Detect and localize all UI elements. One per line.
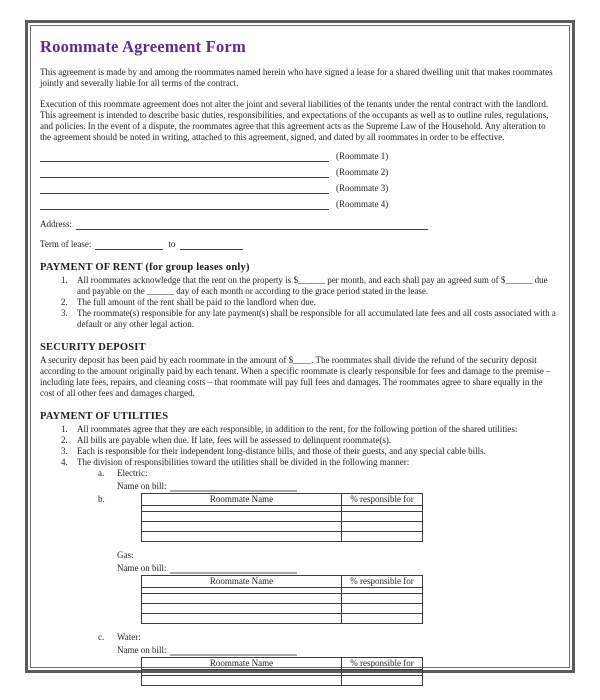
utilities-item	[40, 457, 558, 468]
water-label-row	[98, 632, 558, 643]
item-number: 2.	[61, 435, 68, 445]
water-section	[40, 632, 558, 686]
table-row	[142, 512, 423, 522]
signature-label: (Roommate 2)	[336, 167, 389, 177]
table-row	[142, 604, 423, 614]
water-table	[141, 657, 423, 686]
signature-row	[40, 146, 558, 162]
electric-table-wrap	[98, 493, 422, 542]
signature-line	[40, 181, 329, 194]
signature-row	[40, 194, 558, 210]
table-header-row	[142, 658, 423, 670]
item-number: 3.	[61, 446, 68, 456]
signature-line	[40, 165, 329, 178]
utilities-section-heading: PAYMENT OF UTILITIES	[40, 411, 169, 422]
water-table-wrap	[141, 657, 422, 686]
utilities-item	[40, 446, 558, 457]
table-row	[142, 532, 423, 542]
address-row	[40, 216, 558, 230]
execution-paragraph: Execution of this roommate agreement does not alter the joint and several liabilities of the tenants under the rental contract with the landlord. This agreement is intended to describe basic duties, responsibilities, and expectations of the occupants as well as to outline rules, regulations, and policies. In the event of a dispute, the roommates agree that this agreement acts as the Supreme Law of the Household. Any alteration to the agreement should be noted in writing, attached to this agreement, signed, and dated by all roommates in order to be effective.	[40, 99, 549, 142]
name-on-bill-line	[170, 647, 297, 656]
item-text: All bills are payable when due. If late, fees will be assessed to delinquent roommate(s).	[77, 435, 392, 445]
term-start-line	[95, 239, 163, 250]
table-row	[142, 676, 423, 686]
electric-label-row	[98, 468, 558, 479]
table-header-row	[142, 576, 423, 588]
rent-items	[40, 275, 558, 330]
document-page	[25, 20, 575, 673]
item-number: 4.	[61, 457, 68, 467]
deposit-section-heading: SECURITY DEPOSIT	[40, 342, 146, 353]
gas-table-wrap	[141, 575, 422, 624]
electric-label: Electric:	[117, 468, 148, 478]
table-header-roommate-name: Roommate Name	[142, 658, 342, 670]
item-text: Each is responsible for their independent long-distance bills, and those of their guests, and any special cable bills.	[77, 446, 486, 456]
name-on-bill-label: Name on bill:	[117, 481, 167, 491]
table-header-roommate-name: Roommate Name	[142, 494, 342, 506]
electric-table	[141, 493, 423, 542]
gas-table	[141, 575, 423, 624]
item-text: All roommates agree that they are each responsible, in addition to the rent, for the following portion of the shared utilities:	[77, 424, 518, 434]
name-on-bill-row	[117, 561, 558, 574]
table-header-row	[142, 494, 423, 506]
signature-label: (Roommate 4)	[336, 199, 389, 209]
rent-item	[40, 275, 558, 297]
item-text: The full amount of the rent shall be paid to the landlord when due.	[77, 297, 316, 307]
item-text: The division of responsibilities toward the utilities shall be divided in the following manner:	[77, 457, 410, 467]
electric-letter: a.	[98, 468, 105, 478]
name-on-bill-row	[117, 479, 558, 492]
table-header-percent-responsible: % responsible for	[342, 576, 423, 588]
rent-item	[40, 308, 558, 330]
address-label: Address:	[40, 219, 72, 229]
gas-label-row	[98, 550, 558, 561]
table-row	[142, 594, 423, 604]
electric-section	[40, 468, 558, 542]
document-content	[40, 33, 558, 668]
signature-line	[40, 149, 329, 162]
page-title: Roommate Agreement Form	[40, 37, 246, 56]
name-on-bill-row	[117, 643, 558, 656]
item-number: 3.	[61, 308, 68, 318]
name-on-bill-label: Name on bill:	[117, 645, 167, 655]
name-on-bill-line	[170, 483, 297, 492]
item-number: 1.	[61, 275, 68, 285]
table-row	[142, 614, 423, 624]
table-header-percent-responsible: % responsible for	[342, 494, 423, 506]
name-on-bill-label: Name on bill:	[117, 563, 167, 573]
signature-row	[40, 178, 558, 194]
utilities-item	[40, 424, 558, 435]
term-to-label: to	[168, 239, 176, 249]
water-letter: c.	[98, 632, 105, 642]
signature-label: (Roommate 1)	[336, 151, 389, 161]
term-label: Term of lease:	[40, 239, 92, 249]
signature-block	[40, 146, 558, 210]
name-on-bill-line	[170, 565, 297, 574]
address-line	[76, 219, 428, 230]
signature-label: (Roommate 3)	[336, 183, 389, 193]
rent-section-heading: PAYMENT OF RENT (for group leases only)	[40, 262, 250, 273]
table-row	[142, 522, 423, 532]
deposit-paragraph: A security deposit has been paid by each roommate in the amount of $____. The roommates shall divide the refund of the security deposit according to the amount originally paid by each tenant. When a specific roommate is clearly responsible for fees and damage to the premise – including late fees, repairs, and cleaning costs – that roommate will pay full fees and damages. The roommates agree to share equally in the cost of all other fees and damages charged.	[40, 355, 551, 398]
gas-letter	[98, 550, 117, 561]
gas-section	[40, 550, 558, 624]
item-number: 1.	[61, 424, 68, 434]
item-text: The roommate(s) responsible for any late payment(s) shall be responsible for all accumulated late fees and all costs associated with a default or any other legal action.	[77, 308, 556, 329]
table-header-percent-responsible: % responsible for	[342, 658, 423, 670]
utilities-item	[40, 435, 558, 446]
term-end-line	[180, 239, 243, 250]
gas-label: Gas:	[117, 550, 134, 560]
water-label: Water:	[117, 632, 141, 642]
table-marker-letter: b.	[98, 494, 105, 504]
intro-paragraph: This agreement is made by and among the roommates named herein who have signed a lease for a shared dwelling unit that makes roommates jointly and severally liable for all terms of the contract.	[40, 67, 553, 88]
item-number: 2.	[61, 297, 68, 307]
utilities-items	[40, 424, 558, 468]
table-header-roommate-name: Roommate Name	[142, 576, 342, 588]
term-of-lease-row	[40, 236, 558, 250]
rent-item	[40, 297, 558, 308]
signature-line	[40, 197, 329, 210]
item-text: All roommates acknowledge that the rent on the property is $______ per month, and each shall pay an agreed sum of $______ due and payable on the ______ day of each month or according to the grace period stated in the lease.	[77, 275, 548, 296]
signature-row	[40, 162, 558, 178]
